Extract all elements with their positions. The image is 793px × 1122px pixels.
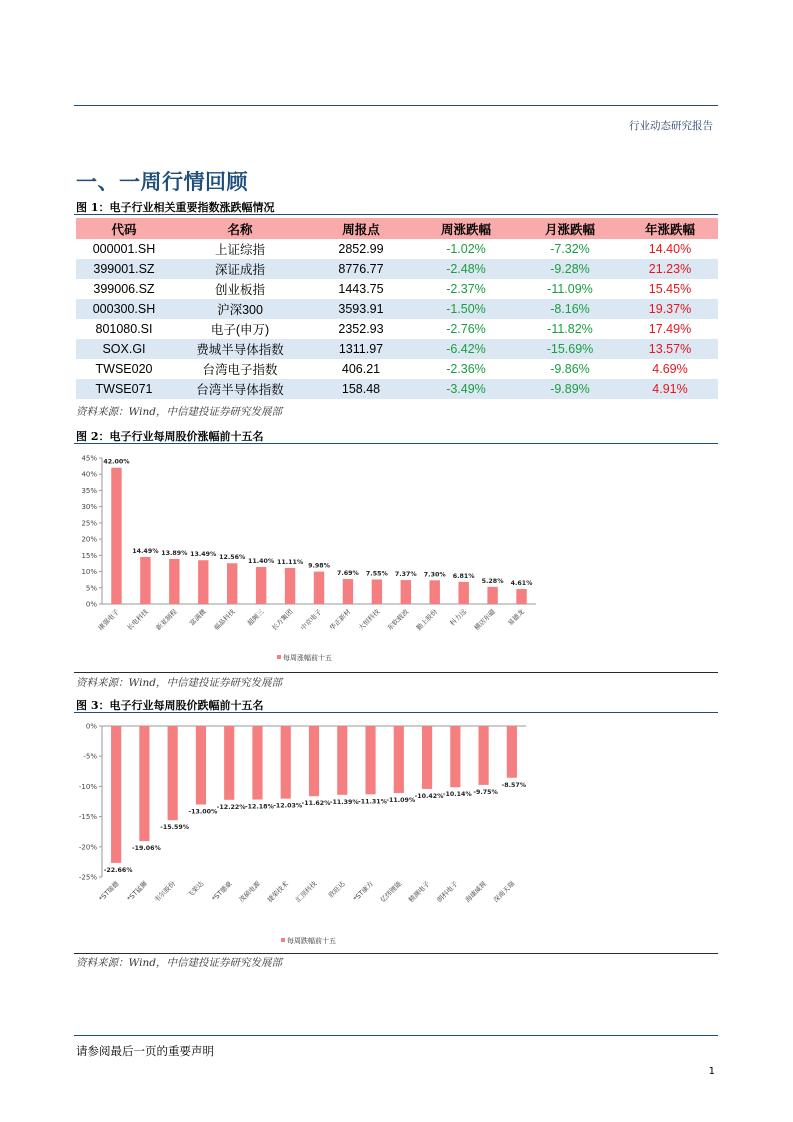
category-label: 朗科电子 xyxy=(435,879,460,905)
data-label: 14.49% xyxy=(132,547,159,555)
cell-monthly: -9.28% xyxy=(518,259,622,279)
category-label: 康强电子 xyxy=(96,607,121,633)
y-tick-label: 30% xyxy=(81,503,97,512)
table-row xyxy=(76,359,718,379)
cell-monthly: -7.32% xyxy=(550,242,590,256)
cell-weekly: -2.48% xyxy=(414,259,518,279)
disclaimer-note: 请参阅最后一页的重要声明 xyxy=(76,1044,214,1058)
col-header-weekly: 周涨跌幅 xyxy=(414,218,518,239)
cell-weekly: -1.02% xyxy=(446,242,486,256)
cell-code: TWSE020 xyxy=(95,362,153,376)
cell-yearly: 19.37% xyxy=(622,299,718,319)
y-tick-label: 15% xyxy=(81,551,97,560)
bar xyxy=(169,559,179,604)
bar xyxy=(343,579,353,604)
table-row xyxy=(76,259,718,279)
col-header-close: 周报点 xyxy=(308,218,414,239)
data-label: -12.03% xyxy=(273,802,303,810)
bar xyxy=(479,726,489,785)
data-label: 12.56% xyxy=(219,554,246,562)
cell-code: 000300.SH xyxy=(76,299,172,319)
category-label: 长电科技 xyxy=(125,607,150,633)
cell-code: TWSE071 xyxy=(76,379,172,399)
data-label: -11.39% xyxy=(329,798,359,806)
category-label: 易德龙 xyxy=(506,607,526,628)
y-tick-label: 40% xyxy=(81,470,97,479)
figure2-rule xyxy=(74,443,718,444)
header-rule xyxy=(74,105,718,106)
col-header-monthly: 月涨跌幅 xyxy=(518,218,622,239)
figure3-bottom-rule xyxy=(74,953,718,954)
category-label: 横店东磁 xyxy=(472,607,498,633)
cell-weekly: -2.76% xyxy=(446,322,486,336)
figure1-caption: 图 1：电子行业相关重要指数涨跌幅情况 xyxy=(76,201,275,214)
legend-swatch xyxy=(281,938,285,942)
chart-legend xyxy=(277,653,332,662)
data-label: 7.30% xyxy=(423,571,446,579)
bar xyxy=(365,726,375,794)
category-label: *ST猛狮 xyxy=(125,879,149,903)
table-row xyxy=(76,299,718,319)
bar xyxy=(507,726,517,778)
col-header-yearly: 年涨跌幅 xyxy=(622,218,718,239)
category-label: 深南天瑞 xyxy=(491,879,517,905)
figure3-rule xyxy=(74,712,718,713)
cell-name: 台湾电子指数 xyxy=(202,363,278,377)
cell-close: 2352.93 xyxy=(338,322,384,336)
bar xyxy=(224,726,234,800)
legend-swatch xyxy=(277,655,281,659)
cell-monthly: -9.89% xyxy=(518,379,622,399)
cell-yearly: 21.23% xyxy=(622,259,718,279)
data-label: -11.62% xyxy=(301,800,331,808)
cell-name: 沪深300 xyxy=(172,299,308,319)
category-label: 长方集团 xyxy=(270,607,295,633)
bar xyxy=(196,726,206,805)
bar xyxy=(394,726,404,793)
category-label: 欣旺达 xyxy=(327,879,347,900)
y-tick-label: -10% xyxy=(78,782,97,791)
section-title: 一、一周行情回顾 xyxy=(76,170,248,194)
cell-monthly: -15.69% xyxy=(518,339,622,359)
bar xyxy=(337,726,347,795)
bar xyxy=(139,726,149,841)
cell-weekly: -6.42% xyxy=(414,339,518,359)
bar xyxy=(422,726,432,789)
cell-close: 406.21 xyxy=(341,362,381,376)
data-label: -9.75% xyxy=(473,788,498,796)
category-label: *ST瑞德 xyxy=(97,879,121,903)
category-label: 科力远 xyxy=(448,607,469,628)
y-tick-label: 0% xyxy=(85,600,97,609)
bar xyxy=(314,572,324,604)
cell-yearly: 4.91% xyxy=(622,379,718,399)
cell-name: 费城半导体指数 xyxy=(172,339,308,359)
col-header-code: 代码 xyxy=(76,218,172,239)
data-label: 42.00% xyxy=(103,458,130,466)
cell-weekly: -1.50% xyxy=(414,299,518,319)
table-row xyxy=(76,379,718,399)
page-number: 1 xyxy=(708,1066,715,1077)
y-tick-label: 25% xyxy=(81,519,97,528)
cell-monthly: -9.86% xyxy=(550,362,590,376)
bar xyxy=(198,560,208,604)
y-tick-label: 10% xyxy=(81,568,97,577)
data-label: 9.98% xyxy=(308,562,330,570)
cell-close: 8776.77 xyxy=(308,259,414,279)
y-tick-label: 35% xyxy=(81,486,97,495)
cell-yearly: 15.45% xyxy=(648,282,692,296)
figure1-source: 资料来源：Wind，中信建投证券研究发展部 xyxy=(76,406,282,418)
cell-name: 上证综指 xyxy=(214,243,265,257)
cell-code: 399006.SZ xyxy=(93,282,155,296)
cell-code: 000001.SH xyxy=(92,242,156,256)
cell-name: 深证成指 xyxy=(172,259,308,279)
data-label: 11.11% xyxy=(276,558,304,566)
y-tick-label: -25% xyxy=(78,873,97,882)
footer-rule xyxy=(74,1035,718,1036)
y-tick-label: 0% xyxy=(85,722,97,731)
cell-code: 801080.SI xyxy=(95,322,153,336)
data-label: -12.18% xyxy=(245,803,274,811)
bar xyxy=(252,726,262,800)
bar xyxy=(516,589,526,604)
y-tick-label: -5% xyxy=(83,752,97,761)
cell-name: 电子(申万) xyxy=(210,323,270,337)
cell-monthly: -11.82% xyxy=(547,322,593,336)
bar xyxy=(401,580,411,604)
bar xyxy=(372,580,382,604)
category-label: *ST德豪 xyxy=(210,879,234,903)
bar xyxy=(285,568,295,604)
category-label: 精测电子 xyxy=(407,879,432,905)
cell-code: SOX.GI xyxy=(76,339,172,359)
category-label: 海康威视 xyxy=(463,879,489,905)
data-label: 7.69% xyxy=(337,570,359,578)
table-row xyxy=(76,339,718,359)
table-row xyxy=(76,279,718,299)
data-label: 6.81% xyxy=(452,572,475,580)
figure2-caption: 图 2：电子行业每周股价涨幅前十五名 xyxy=(76,430,264,443)
category-label: 捷荣技术 xyxy=(265,879,291,905)
data-label: -12.22% xyxy=(216,803,246,811)
cell-monthly: -11.09% xyxy=(547,282,593,296)
index-table-header xyxy=(76,218,718,239)
y-tick-label: 5% xyxy=(85,584,97,593)
index-table xyxy=(76,218,718,399)
legend-label: 每周跌幅前十五 xyxy=(287,937,336,945)
data-label: 13.49% xyxy=(190,551,217,559)
cell-code: 399001.SZ xyxy=(76,259,172,279)
cell-weekly: -2.37% xyxy=(446,282,486,296)
category-label: 福晶科技 xyxy=(212,607,237,633)
data-label: -10.14% xyxy=(442,791,472,799)
gainers-bar-chart xyxy=(74,448,718,670)
bar xyxy=(111,726,121,863)
data-label: 13.89% xyxy=(161,549,188,557)
data-label: -11.09% xyxy=(386,796,416,804)
category-label: 新亚制程 xyxy=(154,607,179,633)
figure1-rule xyxy=(74,214,718,215)
cell-yearly: 17.49% xyxy=(648,322,692,336)
col-header-name: 名称 xyxy=(172,218,308,239)
data-label: -22.66% xyxy=(103,866,133,874)
y-tick-label: 20% xyxy=(81,535,97,544)
y-tick-label: -15% xyxy=(78,813,97,822)
data-label: 7.37% xyxy=(394,571,417,579)
bar xyxy=(487,587,497,604)
bar xyxy=(256,567,266,604)
category-label: *ST康方 xyxy=(351,879,375,903)
category-label: 超频三 xyxy=(245,607,266,628)
cell-yearly: 13.57% xyxy=(622,339,718,359)
cell-weekly: -2.36% xyxy=(446,362,486,376)
category-label: 东软载波 xyxy=(385,607,411,633)
cell-close: 3593.91 xyxy=(308,299,414,319)
data-label: -13.00% xyxy=(188,808,218,816)
data-label: -19.06% xyxy=(131,845,161,853)
data-label: 5.28% xyxy=(481,577,504,585)
figure2-source: 资料来源：Wind，中信建投证券研究发展部 xyxy=(76,677,282,689)
bar xyxy=(309,726,319,796)
category-label: 中京电子 xyxy=(299,607,324,633)
cell-close: 1443.75 xyxy=(338,282,384,296)
cell-monthly: -8.16% xyxy=(518,299,622,319)
bar xyxy=(430,580,440,604)
cell-close: 158.48 xyxy=(308,379,414,399)
cell-weekly: -3.49% xyxy=(414,379,518,399)
report-type-label: 行业动态研究报告 xyxy=(629,120,713,132)
category-label: 亿纬锂能 xyxy=(378,879,404,905)
data-label: -10.42% xyxy=(414,792,444,800)
cell-name: 创业板指 xyxy=(214,283,265,297)
bar xyxy=(227,563,237,604)
category-label: 韦尔股份 xyxy=(152,879,178,905)
y-tick-label: 45% xyxy=(81,454,97,463)
bar xyxy=(140,557,150,604)
losers-bar-chart xyxy=(74,716,718,952)
category-label: 飞荣达 xyxy=(185,879,206,900)
y-tick-label: -20% xyxy=(78,843,97,852)
data-label: -11.31% xyxy=(358,798,387,806)
figure3-source: 资料来源：Wind，中信建投证券研究发展部 xyxy=(76,957,282,969)
data-label: 11.40% xyxy=(248,558,275,566)
category-label: 大恒科技 xyxy=(356,607,382,633)
data-label: -8.57% xyxy=(501,781,527,789)
bar xyxy=(168,726,178,820)
category-label: 华正新材 xyxy=(328,607,353,633)
chart-legend xyxy=(281,936,336,945)
figure3-caption: 图 3：电子行业每周股价跌幅前十五名 xyxy=(76,699,264,712)
bar xyxy=(458,582,468,604)
bar xyxy=(111,468,121,604)
category-label: 汇顶科技 xyxy=(294,879,319,905)
category-label: 茂硕电源 xyxy=(237,879,262,905)
cell-close: 1311.97 xyxy=(308,339,414,359)
table-row xyxy=(76,239,718,259)
cell-close: 2852.99 xyxy=(338,242,384,256)
bar xyxy=(450,726,460,787)
bar xyxy=(281,726,291,799)
legend-label: 每周涨幅前十五 xyxy=(283,654,332,662)
category-label: 勤上股份 xyxy=(414,607,440,633)
figure2-bottom-rule xyxy=(74,672,718,673)
category-label: 富满微 xyxy=(188,607,208,628)
cell-yearly: 4.69% xyxy=(652,362,688,376)
cell-name: 台湾半导体指数 xyxy=(172,379,308,399)
data-label: -15.59% xyxy=(160,824,190,832)
table-row xyxy=(76,319,718,339)
cell-yearly: 14.40% xyxy=(648,242,692,256)
data-label: 7.55% xyxy=(365,570,388,578)
data-label: 4.61% xyxy=(510,580,533,588)
